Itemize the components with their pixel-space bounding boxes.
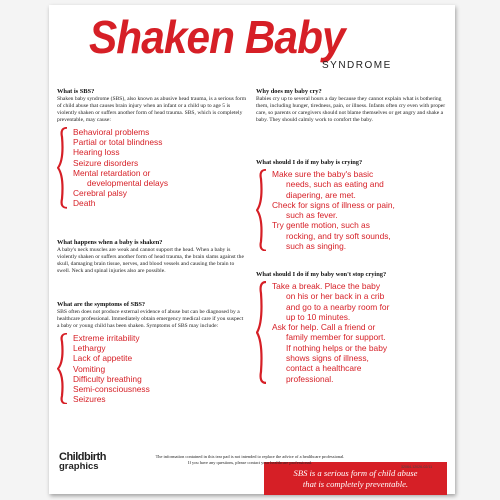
- list-item: Cerebral palsy: [73, 188, 127, 199]
- page-subtitle: SYNDROME: [322, 60, 392, 71]
- list-item: Extreme irritability: [73, 333, 140, 343]
- brace-icon: [57, 333, 69, 404]
- body-symptoms: SBS often does not produce external evidence of abuse but can be diagnosed by a healthcare professional. Immediately obtain emergency medical care if you suspect a baby or young child has been shaken. Symptoms of SBS may include:: [57, 309, 244, 329]
- list-item: and go to a nearby room for: [286, 301, 390, 312]
- list-item: Lack of appetite: [73, 353, 133, 364]
- list-item: up to 10 minutes.: [286, 311, 351, 322]
- wont-stop-tips-list: [256, 281, 448, 384]
- list-item: Seizure disorders: [73, 157, 139, 168]
- list-item: Difficulty breathing: [73, 373, 142, 384]
- list-item: Try gentle motion, such as: [272, 220, 370, 231]
- section-wont-stop: [256, 271, 448, 384]
- section-what-happens: [57, 239, 247, 275]
- list-item: such as fever.: [286, 210, 338, 221]
- list-item: developmental delays: [87, 178, 169, 189]
- list-item: Seizures: [73, 394, 106, 405]
- list-item: Behavioral problems: [73, 127, 150, 137]
- list-item: Check for signs of illness or pain,: [272, 199, 395, 210]
- list-item: shows signs of illness,: [286, 353, 369, 364]
- heading-symptoms: What are the symptoms of SBS?: [57, 301, 146, 308]
- heading-wont-stop: What should I do if my baby won't stop crying?: [256, 271, 387, 278]
- brace-icon: [256, 281, 268, 384]
- section-why-cry: [256, 88, 448, 124]
- list-item: Hearing loss: [73, 147, 120, 158]
- list-item: Death: [73, 198, 96, 209]
- list-item: Semi-consciousness: [73, 384, 150, 395]
- list-item: Take a break. Place the baby: [272, 281, 381, 291]
- body-what-is: Shaken baby syndrome (SBS), also known as abusive head trauma, is a serious form of child abuse that causes brain injury when an infant or a child up to age 5 is violently shaken or suffers another form of head trauma. SBS, which is completely preventable, may cause:: [57, 96, 247, 123]
- list-item: rocking, and try soft sounds,: [286, 230, 391, 241]
- heading-crying: What should I do if my baby is crying?: [256, 159, 363, 166]
- list-item: If nothing helps or the baby: [286, 342, 388, 353]
- list-item: Lethargy: [73, 343, 106, 354]
- list-item: Partial or total blindness: [73, 137, 163, 148]
- list-item: such as singing.: [286, 241, 347, 252]
- list-item: professional.: [286, 373, 334, 384]
- brace-icon: [256, 169, 268, 251]
- logo-line: Childbirth: [59, 451, 106, 463]
- page-title: Shaken Baby: [89, 11, 345, 63]
- body-why-cry: Babies cry up to several hours a day because they cannot explain what is bothering them, including hunger, tiredness, pain, or illness. Infants often cry even with proper care, so parents or caregivers should not blame themselves or get angry and shake a baby. They should calmly work to comfort the baby.: [256, 96, 446, 123]
- list-item: family member for support.: [286, 332, 386, 343]
- list-item: Ask for help. Call a friend or: [272, 322, 376, 333]
- disclaimer-line: The information contained in this tear pad is not intended to replace the advice of a healthcare professional.: [155, 454, 345, 459]
- section-symptoms: [57, 301, 247, 404]
- crying-tips-list: [256, 169, 448, 251]
- symptoms-list: [57, 333, 247, 404]
- list-item: Make sure the baby's basic: [272, 169, 374, 179]
- logo-line: graphics: [59, 461, 99, 472]
- list-item: Mental retardation or: [73, 167, 151, 178]
- product-code: 32064-12026-02/11: [401, 465, 433, 469]
- effects-list: [57, 127, 247, 209]
- banner-line: SBS is a serious form of child abuse: [293, 468, 418, 478]
- list-item: Vomiting: [73, 363, 106, 374]
- heading-why-cry: Why does my baby cry?: [256, 88, 322, 95]
- list-item: on his or her back in a crib: [286, 291, 385, 302]
- list-item: contact a healthcare: [286, 363, 362, 374]
- disclaimer: [145, 454, 355, 466]
- section-crying: [256, 159, 448, 251]
- section-what-is: [57, 88, 247, 209]
- list-item: diapering, are met.: [286, 189, 356, 200]
- disclaimer-line: If you have any questions, please contact your healthcare professional.: [188, 460, 312, 465]
- list-item: needs, such as eating and: [286, 179, 384, 190]
- heading-what-happens: What happens when a baby is shaken?: [57, 239, 163, 246]
- body-what-happens: A baby's neck muscles are weak and cannot support the head. When a baby is violently shaken or suffers another form of head trauma, the brain slams against the skull, damaging brain tissue, nerves, and blood vessels and causing the brain to swell. Neck and spinal injuries also are possible.: [57, 247, 244, 274]
- publisher-logo: [59, 452, 106, 471]
- banner-line: that is completely preventable.: [302, 478, 409, 489]
- heading-what-is: What is SBS?: [57, 88, 95, 95]
- tear-pad-sheet: [49, 5, 455, 494]
- brace-icon: [57, 127, 69, 209]
